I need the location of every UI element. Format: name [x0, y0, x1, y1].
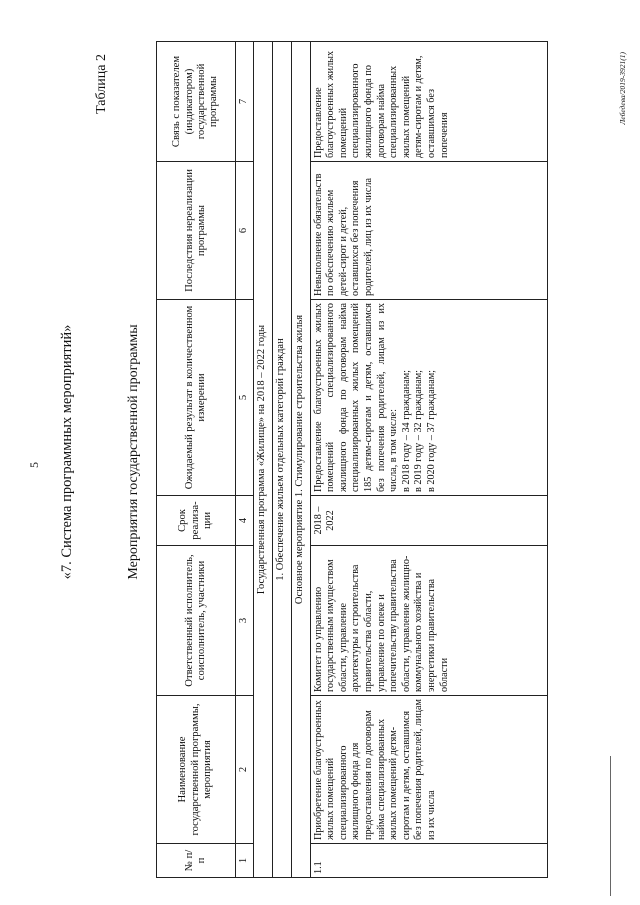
- table-label: Таблица 2: [94, 54, 109, 114]
- column-number: 2: [236, 696, 254, 844]
- column-number: 5: [236, 300, 254, 496]
- page-number: 5: [27, 462, 41, 468]
- column-number: 4: [236, 496, 254, 546]
- main-measure-title: Основное мероприятие 1. Стимулирование строительства жилья: [291, 42, 310, 878]
- column-number: 1: [236, 844, 254, 878]
- column-number-row: [236, 42, 254, 878]
- measures-table: [156, 41, 548, 878]
- header-cell: Наименование государственной программы, мероприятия: [157, 696, 236, 844]
- header-cell: Последствия нереализации программы: [157, 162, 236, 300]
- result-2019: в 2019 году – 32 гражданам;: [413, 370, 425, 492]
- subprogram-title: 1. Обеспечение жильем отдельных категорий граждан: [272, 42, 291, 878]
- measure-consequences: Невыполнение обязательств по обеспечению жильем детей-сирот и детей, оставшихся без попечения родителей, лиц из их числа: [310, 162, 547, 300]
- section-title: «7. Система программных мероприятий»: [59, 324, 75, 580]
- column-number: 7: [236, 42, 254, 162]
- header-cell: Ответственный исполнитель, соисполнитель, участники: [157, 546, 236, 696]
- rotated-page: [9, 8, 631, 896]
- column-number: 6: [236, 162, 254, 300]
- row-number: 1.1: [310, 844, 547, 878]
- result-text: Предоставление благоустроенных жилых помещений специализированного жилищного фонда по договорам найма специализированных жилых помещений 185 детям-сиротам и детям, оставшимся без попечения родителей, лицам из их числа, в том числе:: [312, 303, 400, 492]
- header-cell: № п/п: [157, 844, 236, 878]
- program-row: [253, 42, 272, 878]
- header-cell: Срок реализа-ции: [157, 496, 236, 546]
- measure-result: [310, 300, 547, 496]
- measure-executors: Комитет по управлению государственным имуществом области, управление архитектуры и строительства правительства области, управление по опеке и попечительству правительства области, управление жилищно-коммунального хозяйства и энергетики правительства области: [310, 546, 547, 696]
- program-title: Государственная программа «Жилище» на 2018 – 2022 годы: [253, 42, 272, 878]
- header-cell: Ожидаемый результат в количественном измерении: [157, 300, 236, 496]
- subprogram-row: [272, 42, 291, 878]
- result-2018: в 2018 году – 34 гражданам;: [400, 370, 412, 492]
- measure-term: 2018 – 2022: [310, 496, 547, 546]
- table-row: [310, 42, 547, 878]
- measure-indicator: Предоставление благоустроенных жилых помещений специализированного жилищного фонда по договорам найма специализированных жилых помещений детям-сиротам и детям, оставшимся без попечения: [310, 42, 547, 162]
- page-code: Лебедева/2019-3921(1): [618, 52, 627, 125]
- margin-line: [610, 756, 611, 896]
- header-cell: Связь с показателем (индикатором) государственной программы: [157, 42, 236, 162]
- table-title: Мероприятия государственной программы: [126, 324, 141, 580]
- result-2020: в 2020 году – 37 гражданам;: [425, 370, 437, 492]
- main-measure-row: [291, 42, 310, 878]
- table-header-row: [157, 42, 236, 878]
- measure-name: Приобретение благоустроенных жилых помещений специализированного жилищного фонда для предоставления по договорам найма специализированных жилых помещений детям-сиротам и детям, оставшимся без попечения родителей, лицам из их числа: [310, 696, 547, 844]
- column-number: 3: [236, 546, 254, 696]
